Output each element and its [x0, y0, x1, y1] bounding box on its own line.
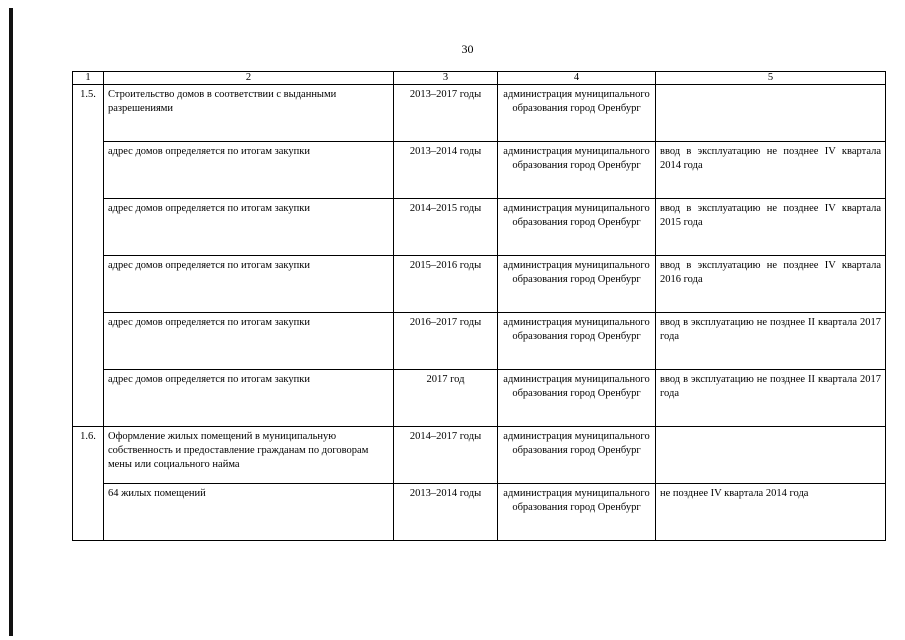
item-number: 1.6. — [73, 427, 104, 541]
table-row — [73, 427, 886, 484]
plan-table — [72, 71, 886, 541]
table-row — [73, 85, 886, 142]
item-result: ввод в эксплуатацию не позднее IV квартала 2015 года — [656, 199, 886, 256]
item-period: 2017 год — [394, 370, 498, 427]
item-result: ввод в эксплуатацию не позднее IV квартала 2014 года — [656, 142, 886, 199]
item-executor: администрация муниципального образования город Оренбург — [498, 484, 656, 541]
item-period: 2013–2017 годы — [394, 85, 498, 142]
item-description: адрес домов определяется по итогам закупки — [104, 313, 394, 370]
item-result: ввод в эксплуатацию не позднее II квартала 2017 года — [656, 370, 886, 427]
table-row — [73, 370, 886, 427]
item-description: 64 жилых помещений — [104, 484, 394, 541]
column-header: 2 — [104, 72, 394, 85]
item-period: 2013–2014 годы — [394, 484, 498, 541]
item-description: Оформление жилых помещений в муниципальную собственность и предоставление гражданам по договорам мены или социального найма — [104, 427, 394, 484]
column-header: 3 — [394, 72, 498, 85]
item-description: Строительство домов в соответствии с выданными разрешениями — [104, 85, 394, 142]
item-executor: администрация муниципального образования город Оренбург — [498, 313, 656, 370]
item-executor: администрация муниципального образования город Оренбург — [498, 427, 656, 484]
item-executor: администрация муниципального образования город Оренбург — [498, 199, 656, 256]
item-period: 2014–2015 годы — [394, 199, 498, 256]
table-row — [73, 313, 886, 370]
item-period: 2015–2016 годы — [394, 256, 498, 313]
page-number: 30 — [461, 42, 474, 56]
item-number: 1.5. — [73, 85, 104, 427]
table-row — [73, 142, 886, 199]
item-description: адрес домов определяется по итогам закупки — [104, 370, 394, 427]
table-row — [73, 484, 886, 541]
column-header: 5 — [656, 72, 886, 85]
column-header: 1 — [73, 72, 104, 85]
item-executor: администрация муниципального образования город Оренбург — [498, 85, 656, 142]
item-executor: администрация муниципального образования город Оренбург — [498, 370, 656, 427]
item-period: 2013–2014 годы — [394, 142, 498, 199]
table-row — [73, 199, 886, 256]
item-description: адрес домов определяется по итогам закупки — [104, 256, 394, 313]
item-period: 2016–2017 годы — [394, 313, 498, 370]
item-result: ввод в эксплуатацию не позднее IV квартала 2016 года — [656, 256, 886, 313]
item-result — [656, 427, 886, 484]
item-period: 2014–2017 годы — [394, 427, 498, 484]
item-description: адрес домов определяется по итогам закупки — [104, 142, 394, 199]
item-result — [656, 85, 886, 142]
scan-edge-bar — [9, 8, 13, 636]
column-header: 4 — [498, 72, 656, 85]
item-result: ввод в эксплуатацию не позднее II квартала 2017 года — [656, 313, 886, 370]
item-description: адрес домов определяется по итогам закупки — [104, 199, 394, 256]
item-executor: администрация муниципального образования город Оренбург — [498, 142, 656, 199]
item-executor: администрация муниципального образования город Оренбург — [498, 256, 656, 313]
header-row — [73, 72, 886, 85]
table-row — [73, 256, 886, 313]
item-result: не позднее IV квартала 2014 года — [656, 484, 886, 541]
